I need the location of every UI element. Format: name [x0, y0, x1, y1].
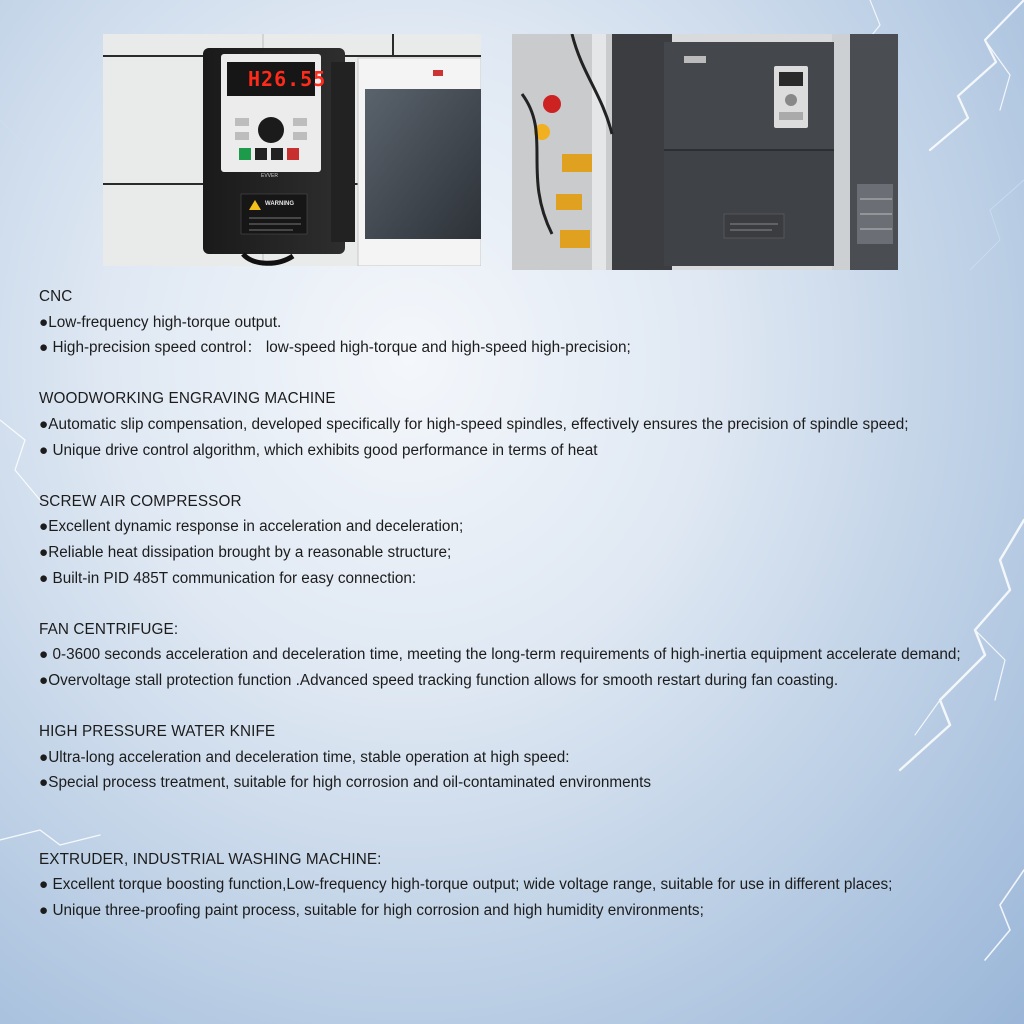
- bullet-item: ● Built-in PID 485T communication for easy connection:: [39, 569, 417, 587]
- bullet-item: ●Reliable heat dissipation brought by a reasonable structure;: [39, 543, 452, 561]
- section-screw-air-compressor: [39, 489, 985, 591]
- bullet-item: ●Special process treatment, suitable for high corrosion and oil-contaminated environments: [39, 774, 652, 792]
- bullet-item: ●Overvoltage stall protection function .Advanced speed tracking function allows for smooth restart during fan coasting.: [39, 671, 839, 689]
- drive-warning-label: WARNING: [265, 201, 294, 207]
- drive-display-text: H26.55: [248, 67, 327, 91]
- applications-list: [39, 284, 985, 949]
- section-water-knife: [39, 719, 985, 796]
- bullet-item: ●Low-frequency high-torque output.: [39, 313, 282, 331]
- bullet-item: ● Unique three-proofing paint process, suitable for high corrosion and high humidity environments;: [39, 902, 704, 920]
- section-heading: EXTRUDER, INDUSTRIAL WASHING MACHINE:: [39, 850, 382, 868]
- section-extruder: [39, 847, 985, 924]
- bullet-item: ● High-precision speed control： low-speed high-torque and high-speed high-precision;: [39, 339, 631, 357]
- section-cnc: [39, 284, 985, 361]
- section-heading: CNC: [39, 288, 73, 305]
- bullet-item: ●Excellent dynamic response in acceleration and deceleration;: [39, 518, 464, 536]
- bullet-item: ● Unique drive control algorithm, which exhibits good performance in terms of heat: [39, 441, 598, 459]
- section-woodworking: [39, 386, 985, 463]
- bullet-item: ● 0-3600 seconds acceleration and deceleration time, meeting the long-term requirements of high-inertia equipment accelerate demand;: [39, 646, 961, 664]
- section-heading: WOODWORKING ENGRAVING MACHINE: [39, 390, 336, 408]
- section-heading: SCREW AIR COMPRESSOR: [39, 492, 242, 510]
- drive-brand-label: EVVER: [261, 173, 278, 179]
- section-fan-centrifuge: [39, 617, 985, 694]
- bullet-item: ●Automatic slip compensation, developed specifically for high-speed spindles, effectively ensures the precision of spindle speed;: [39, 415, 909, 433]
- vfd-drive-photo: [103, 34, 481, 266]
- bullet-item: ● Excellent torque boosting function,Low-frequency high-torque output; wide voltage range, suitable for use in different places;: [39, 876, 893, 894]
- section-heading: FAN CENTRIFUGE:: [39, 620, 179, 638]
- bullet-item: ●Ultra-long acceleration and deceleration time, stable operation at high speed:: [39, 748, 570, 766]
- section-heading: HIGH PRESSURE WATER KNIFE: [39, 723, 276, 741]
- cabinet-drive-photo: [512, 34, 898, 270]
